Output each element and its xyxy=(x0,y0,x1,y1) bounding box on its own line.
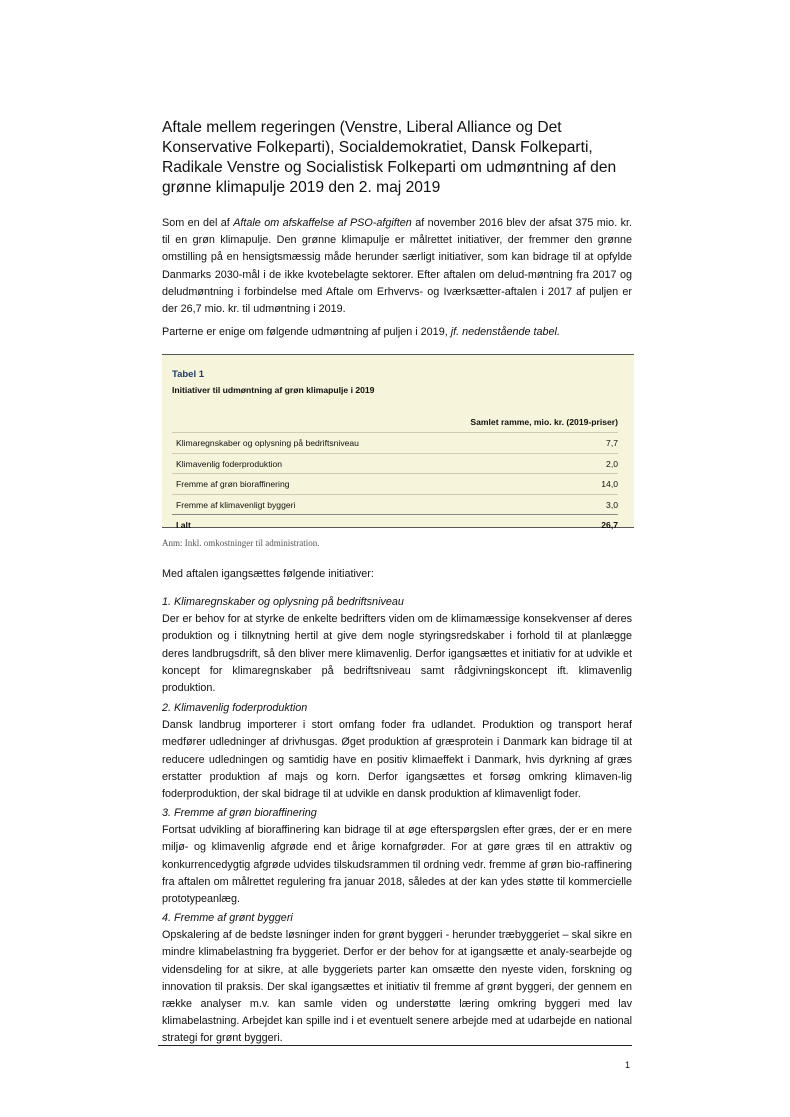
section-body: Der er behov for at styrke de enkelte bedrifters viden om de klimamæssige konsekvenser af deres produktion og i tilknytning hertil at give dem nogle styringsredskaber i forhold til at planlægge deres landbrugsdrift, så den bliver mere klimavenlig. Derfor igangsættes et initiativ for at udvikle et koncept for klimaregnskaber på bedriftsniveau samt rådgivningskoncept ift. klimavenlig produktion. xyxy=(162,613,632,695)
lead-paragraph: Med aftalen igangsættes følgende initiativer: xyxy=(162,568,374,580)
section-heading: 1. Klimaregnskaber og oplysning på bedriftsniveau xyxy=(162,596,404,608)
table-1 xyxy=(162,354,634,528)
document-title: Aftale mellem regeringen (Venstre, Liberal Alliance og Det Konservative Folkeparti), Socialdemokratiet, Dansk Folkeparti, Radikale Venstre og Socialistisk Folkeparti om udmøntning af den grønne klimapulje 2019 den 2. maj 2019 xyxy=(162,119,617,196)
total-value: 26,7 xyxy=(601,520,618,530)
section-2 xyxy=(162,700,632,803)
intro-paragraph xyxy=(162,215,632,318)
row-label: Klimaregnskaber og oplysning på bedriftsniveau xyxy=(176,438,359,448)
table-title: Initiativer til udmøntning af grøn klimapulje i 2019 xyxy=(172,385,375,395)
section-body: Fortsat udvikling af bioraffinering kan bidrage til at øge efterspørgslen efter græs, der er en mere miljø- og klimavenlig afgrøde end et årige kornafgrøder. For at gøre græs til en attraktiv og konkurrencedygtig afgrøde udvides tilskudsrammen til ordning vedr. fremme af grøn bio-raffinering fra aftalen om målrettet regulering fra januar 2018, således at der kan ydes støtte til kommercielle prototypeanlæg. xyxy=(162,824,632,906)
table-body xyxy=(172,432,618,535)
section-heading: 3. Fremme af grøn bioraffinering xyxy=(162,807,317,819)
row-label: Fremme af grøn bioraffinering xyxy=(176,479,290,489)
agreement-paragraph xyxy=(162,324,632,341)
table-column-header: Samlet ramme, mio. kr. (2019-priser) xyxy=(470,417,618,427)
row-label: Fremme af klimavenligt byggeri xyxy=(176,499,296,510)
section-3 xyxy=(162,805,632,908)
agreement-text: Parterne er enige om følgende udmøntning af puljen i 2019, xyxy=(162,326,451,338)
footer-divider xyxy=(158,1045,632,1046)
section-4 xyxy=(162,910,632,1048)
section-heading: 4. Fremme af grønt byggeri xyxy=(162,912,293,924)
row-value: 2,0 xyxy=(606,458,618,469)
row-value: 14,0 xyxy=(601,479,618,489)
intro-text: Som en del af xyxy=(162,217,234,229)
table-row xyxy=(172,432,618,453)
section-body: Opskalering af de bedste løsninger inden for grønt byggeri - herunder træbyggeriet – skal sikre en mindre klimabelastning fra byggeriet. Derfor er der behov for at igangsætte et analy-searbejde og vidensdeling for at sikre, at alle byggeriets parter kan omsætte den nyeste viden, forskning og innovation til praksis. Der skal igangsættes et initiativ til fremme af grønt byggeri, der gennem en række analyser m.v. kan samle viden og understøtte læring omkring byggeri med lav klimabelastning. Arbejdet kan spille ind i et eventuelt senere arbejde med at udarbejde en national strategi for grønt byggeri. xyxy=(162,929,632,1045)
intro-text-cont: af november 2016 blev der afsat 375 mio. kr. til en grøn klimapulje. Den grønne klimapulje er målrettet initiativer, der fremmer den grønne omstilling på en hensigtsmæssig måde herunder særligt initiativer, som kan bidrage til at opfylde Danmarks 2030-mål i de ikke kvotebelagte sektorer. Efter aftalen om delud-møntning fra 2017 og deludmøntning i forbindelse med Aftale om Erhvervs- og Iværksætter-aftalen i 2017 af puljen er der 26,7 mio. kr. til udmøntning i 2019. xyxy=(162,217,632,316)
section-body: Dansk landbrug importerer i stort omfang foder fra udlandet. Produktion og transport heraf medfører udledninger af drivhusgas. Øget produktion af græsprotein i Danmark kan bidrage til at reducere udledningen og samtidig have en positiv klimaeffekt i Danmark, hvis dyrkning af græs erstatter produktion af majs og korn. Derfor igangsættes et forsøg omkring klimaven-lig foderproduktion, der skal bidrage til at udvikle en dansk produktion af klimavenligt foder. xyxy=(162,719,632,801)
table-row xyxy=(172,494,618,515)
table-total-row xyxy=(172,514,618,535)
row-label: Klimavenlig foderproduktion xyxy=(176,458,283,469)
row-value: 3,0 xyxy=(606,499,618,510)
section-heading: 2. Klimavenlig foderproduktion xyxy=(162,702,308,714)
page-number: 1 xyxy=(625,1060,631,1070)
table-row xyxy=(172,453,618,474)
agreement-emphasis: jf. nedenstående tabel. xyxy=(450,326,560,338)
total-label: I alt xyxy=(176,520,191,530)
table-row xyxy=(172,473,618,494)
intro-emphasis: Aftale om afskaffelse af PSO-afgiften xyxy=(233,217,412,229)
table-label: Tabel 1 xyxy=(172,369,205,380)
table-note: Anm: Inkl. omkostninger til administration. xyxy=(162,538,320,548)
row-value: 7,7 xyxy=(606,438,618,448)
section-1 xyxy=(162,594,632,697)
